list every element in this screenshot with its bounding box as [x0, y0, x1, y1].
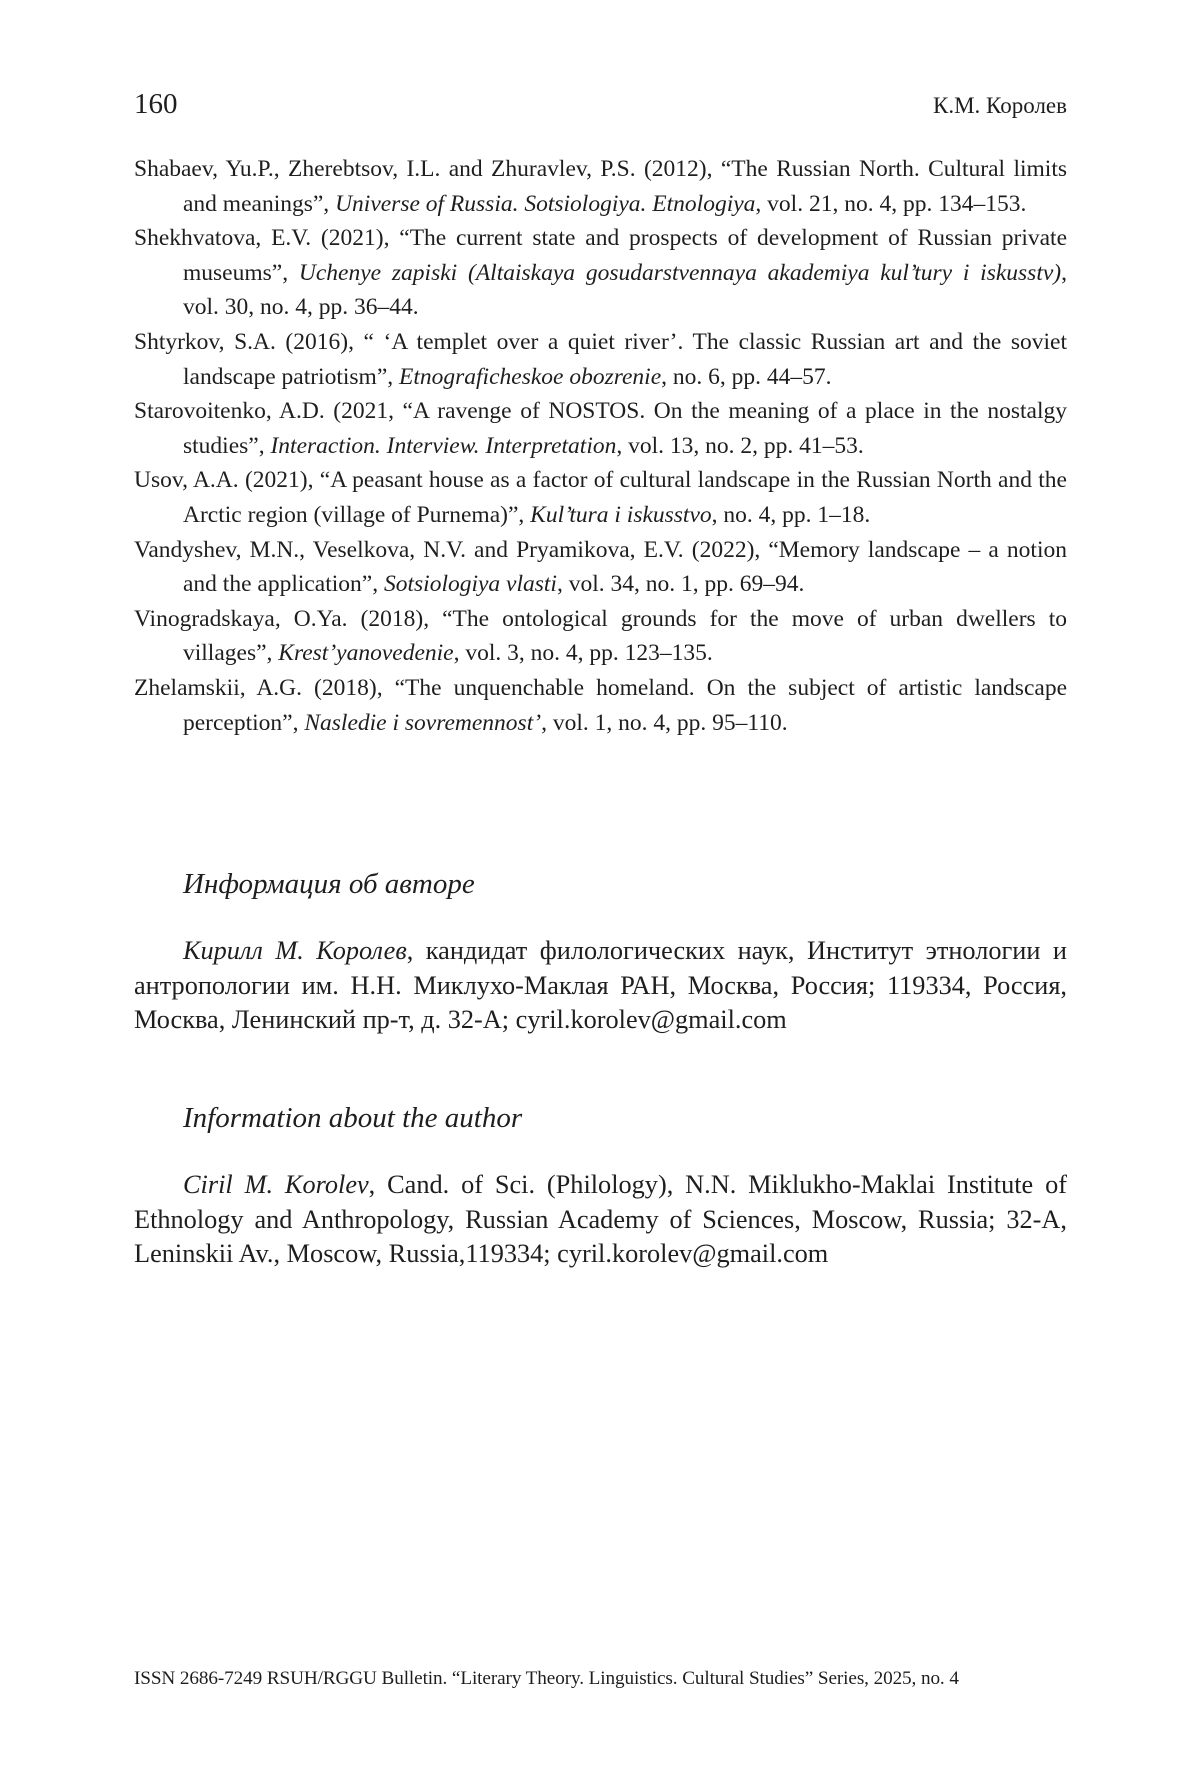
running-head	[134, 88, 1067, 121]
author-name-ru: Кирилл М. Королев	[183, 936, 407, 965]
reference-entry	[134, 671, 1067, 740]
author-name-en: Ciril M. Korolev	[183, 1170, 369, 1199]
reference-text: Shabaev, Yu.P., Zherebtsov, I.L. and Zhuravlev, P.S. (2012), “The Russian North. Cultural limits and meanings”,	[134, 156, 1067, 217]
reference-entry	[134, 152, 1067, 221]
reference-details: , vol. 21, no. 4, pp. 134–153.	[755, 191, 1026, 217]
reference-entry	[134, 463, 1067, 532]
reference-list	[134, 152, 1067, 740]
reference-text: Zhelamskii, A.G. (2018), “The unquenchable homeland. On the subject of artistic landscape perception”,	[134, 675, 1067, 736]
reference-details: , no. 4, pp. 1–18.	[712, 502, 871, 528]
reference-source-title: Kul’tura i iskusstvo	[530, 502, 711, 528]
reference-source-title: Universe of Russia. Sotsiologiya. Etnologiya	[335, 191, 755, 217]
reference-source-title: Sotsiologiya vlasti	[384, 571, 557, 597]
reference-text: Shekhvatova, E.V. (2021), “The current state and prospects of development of Russian private museums”,	[134, 225, 1067, 286]
author-bio-en	[134, 1168, 1067, 1272]
page-number: 160	[134, 88, 178, 121]
author-bio-text-en: , Cand. of Sci. (Philology), N.N. Miklukho-Maklai Institute of Ethnology and Anthropology, Russian Academy of Sciences, Moscow, Russia; 32-A, Leninskii Av., Moscow, Russia,119334; cyril.korolev@gmail.com	[134, 1170, 1067, 1268]
reference-details: , vol. 3, no. 4, pp. 123–135.	[454, 640, 713, 666]
author-bio-ru	[134, 934, 1067, 1038]
running-head-author: К.М. Королев	[933, 93, 1067, 119]
author-info-heading-en: Information about the author	[183, 1098, 1067, 1138]
reference-text: Starovoitenko, A.D. (2021, “A ravenge of NOSTOS. On the meaning of a place in the nostalgy studies”,	[134, 398, 1067, 459]
reference-entry	[134, 394, 1067, 463]
reference-source-title: Interaction. Interview. Interpretation	[270, 433, 616, 459]
author-bio-text-ru: , кандидат филологических наук, Институт этнологии и антропологии им. Н.Н. Миклухо-Маклая РАН, Москва, Россия; 119334, Россия, Москва, Ленинский пр-т, д. 32-А; cyril.korolev@gmail.com	[134, 936, 1067, 1034]
reference-details: , vol. 34, no. 1, pp. 69–94.	[557, 571, 804, 597]
author-info-heading-ru: Информация об авторе	[183, 864, 1067, 904]
reference-entry	[134, 221, 1067, 325]
reference-source-title: Krest’yanovedenie	[278, 640, 453, 666]
reference-text: Vinogradskaya, O.Ya. (2018), “The ontological grounds for the move of urban dwellers to villages”,	[134, 606, 1067, 667]
reference-text: Vandyshev, M.N., Veselkova, N.V. and Pryamikova, E.V. (2022), “Memory landscape – a notion and the application”,	[134, 537, 1067, 598]
reference-source-title: Nasledie i sovremennost’	[304, 710, 541, 736]
author-info-ru	[134, 864, 1067, 1038]
reference-entry	[134, 533, 1067, 602]
journal-footer: ISSN 2686-7249 RSUH/RGGU Bulletin. “Literary Theory. Linguistics. Cultural Studies” Series, 2025, no. 4	[134, 1668, 1067, 1690]
reference-source-title: Uchenye zapiski (Altaiskaya gosudarstvennaya akademiya kul’tury i iskusstv)	[299, 260, 1061, 286]
reference-details: , vol. 13, no. 2, pp. 41–53.	[616, 433, 863, 459]
reference-details: , vol. 1, no. 4, pp. 95–110.	[541, 710, 788, 736]
reference-entry	[134, 602, 1067, 671]
reference-source-title: Etnograficheskoe obozrenie	[399, 364, 661, 390]
reference-details: , no. 6, pp. 44–57.	[661, 364, 831, 390]
reference-text: Usov, A.A. (2021), “A peasant house as a factor of cultural landscape in the Russian North and the Arctic region (village of Purnema)”,	[134, 467, 1067, 528]
reference-details: , vol. 30, no. 4, pp. 36–44.	[183, 260, 1067, 321]
reference-text: Shtyrkov, S.A. (2016), “ ‘A templet over a quiet river’. The classic Russian art and the soviet landscape patriotism”,	[134, 329, 1067, 390]
author-info-en	[134, 1098, 1067, 1272]
reference-entry	[134, 325, 1067, 394]
